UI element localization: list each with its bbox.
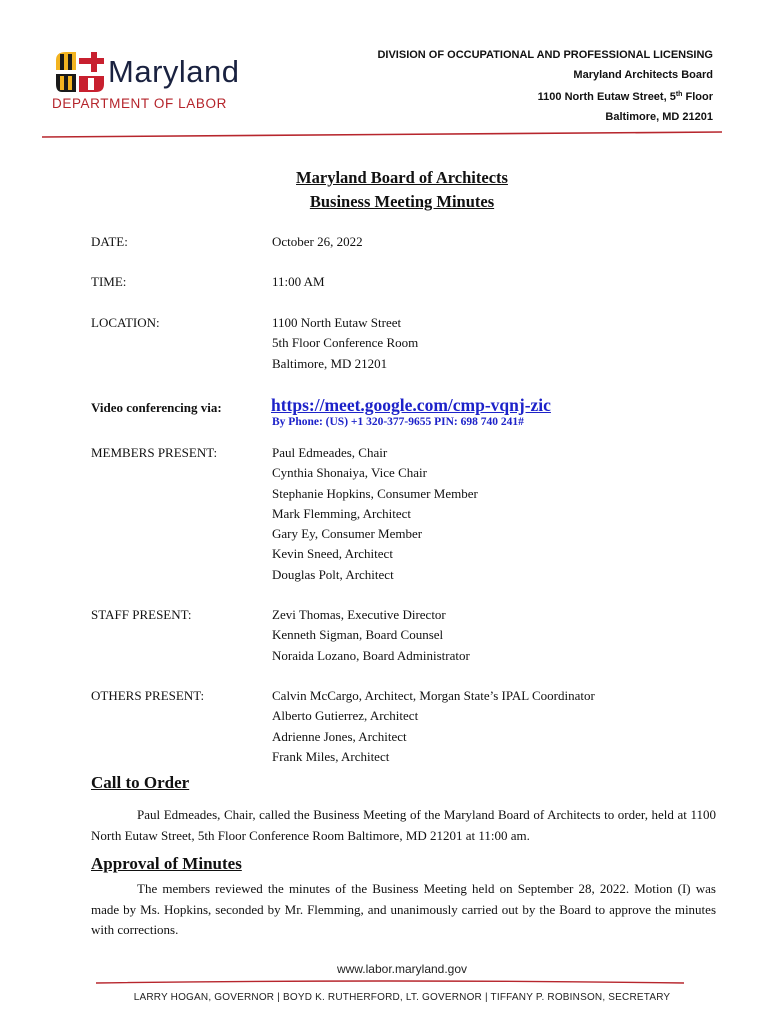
list-item: Cynthia Shonaiya, Vice Chair xyxy=(272,465,427,481)
list-item: Gary Ey, Consumer Member xyxy=(272,526,423,542)
list-item: Adrienne Jones, Architect xyxy=(272,728,407,744)
list-item: Kevin Sneed, Architect xyxy=(272,546,393,562)
date-value: October 26, 2022 xyxy=(272,234,363,249)
header-divider xyxy=(42,131,722,139)
list-item: Mark Flemming, Architect xyxy=(272,505,412,521)
call-to-order-text: Paul Edmeades, Chair, called the Business Meeting of the Maryland Board of Architects to order, held at 1100 North Eutaw Street, 5th Floor Conference Room Baltimore, MD 21201 at 11:00 am. xyxy=(91,807,716,843)
list-item: Calvin McCargo, Architect, Morgan State’s IPAL Coordinator xyxy=(272,688,595,703)
date-label: DATE: xyxy=(91,234,128,249)
time-value: 11:00 AM xyxy=(272,274,325,289)
list-item: Alberto Gutierrez, Architect xyxy=(272,708,419,724)
location-value: 1100 North Eutaw Street 5th Floor Conference Room Baltimore, MD 21201 xyxy=(272,315,419,371)
members-list xyxy=(272,443,478,585)
location-label: LOCATION: xyxy=(91,315,160,330)
maryland-flag-icon xyxy=(52,50,106,94)
logo-wordmark: Maryland xyxy=(108,54,240,89)
others-label: OTHERS PRESENT: xyxy=(91,688,205,703)
call-to-order-heading: Call to Order xyxy=(91,773,190,792)
list-item: Stephanie Hopkins, Consumer Member xyxy=(272,485,478,501)
maryland-labor-logo xyxy=(52,50,262,112)
list-item: Kenneth Sigman, Board Counsel xyxy=(272,627,444,643)
video-meeting-link[interactable]: https://meet.google.com/cmp-vqnj-zic xyxy=(271,395,551,415)
members-label: MEMBERS PRESENT: xyxy=(91,445,218,460)
list-item: Noraida Lozano, Board Administrator xyxy=(272,647,470,663)
staff-label: STAFF PRESENT: xyxy=(91,607,192,622)
footer-officials: LARRY HOGAN, GOVERNOR | BOYD K. RUTHERFORD, LT. GOVERNOR | TIFFANY P. ROBINSON, SECRETARY xyxy=(133,992,671,1003)
page-title: Maryland Board of Architects Business Meeting Minutes xyxy=(296,168,508,211)
board-name: Maryland Architects Board xyxy=(573,68,713,81)
staff-list xyxy=(272,605,470,666)
approval-heading: Approval of Minutes xyxy=(91,854,242,873)
video-label: Video conferencing via: xyxy=(91,400,222,415)
phone-dial-in: By Phone: (US) +1 320-377-9655 PIN: 698 740 241# xyxy=(272,416,524,428)
list-item: Zevi Thomas, Executive Director xyxy=(272,607,446,622)
footer-website: www.labor.maryland.gov xyxy=(336,962,468,976)
street-address: 1100 North Eutaw Street, 5th Floor xyxy=(537,91,713,103)
approval-text: The members reviewed the minutes of the Business Meeting held on September 28, 2022. Motion (I) was made by Ms. Hopkins, seconded by Mr. Flemming, and unanimously carried out by the Board to approve the minutes with corrections. xyxy=(91,881,716,937)
footer-divider xyxy=(96,978,684,986)
division-name: DIVISION OF OCCUPATIONAL AND PROFESSIONAL LICENSING xyxy=(377,49,713,61)
header-address-block xyxy=(377,46,713,127)
time-label: TIME: xyxy=(91,274,127,289)
list-item: Paul Edmeades, Chair xyxy=(272,445,388,460)
list-item: Frank Miles, Architect xyxy=(272,748,390,764)
logo-department: DEPARTMENT OF LABOR xyxy=(52,96,227,111)
city-address: Baltimore, MD 21201 xyxy=(605,110,713,123)
others-list xyxy=(272,686,595,767)
list-item: Douglas Polt, Architect xyxy=(272,566,394,582)
